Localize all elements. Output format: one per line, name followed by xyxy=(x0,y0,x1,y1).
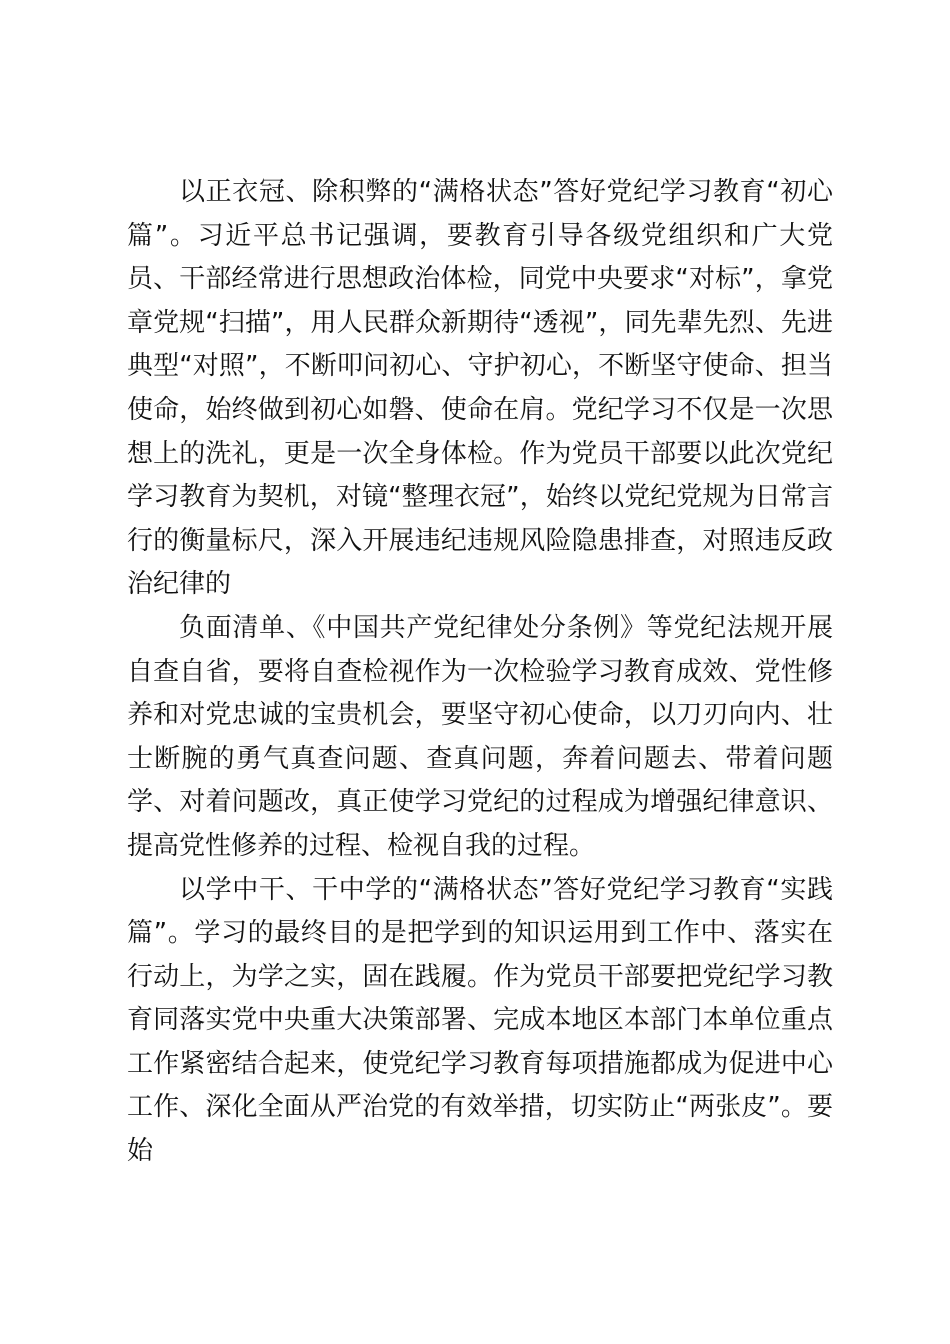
paragraph-1: 以正衣冠、除积弊的“满格状态”答好党纪学习教育“初心篇”。习近平总书记强调，要教育引导各级党组织和广大党员、干部经常进行思想政治体检，同党中央要求“对标”，拿党章党规“扫描”，用人民群众新期待“透视”，同先辈先烈、先进典型“对照”，不断叩问初心、守护初心，不断坚守使命、担当使命，始终做到初心如磐、使命在肩。党纪学习不仅是一次思想上的洗礼，更是一次全身体检。作为党员干部要以此次党纪学习教育为契机，对镜“整理衣冠”，始终以党纪党规为日常言行的衡量标尺，深入开展违纪违规风险隐患排查，对照违反政治纪律的 xyxy=(127,177,833,600)
paragraph-2: 负面清单、《中国共产党纪律处分条例》等党纪法规开展自查自省，要将自查检视作为一次检验学习教育成效、党性修养和对党忠诚的宝贵机会，要坚守初心使命，以刀刃向内、壮士断腕的勇气真查问题、查真问题，奔着问题去、带着问题学、对着问题改，真正使学习党纪的过程成为增强纪律意识、提高党性修养的过程、检视自我的过程。 xyxy=(127,612,833,861)
document-body xyxy=(127,171,833,1174)
paragraph-3: 以学中干、干中学的“满格状态”答好党纪学习教育“实践篇”。学习的最终目的是把学到的知识运用到工作中、落实在行动上，为学之实，固在践履。作为党员干部要把党纪学习教育同落实党中央重大决策部署、完成本地区本部门本单位重点工作紧密结合起来，使党纪学习教育每项措施都成为促进中心工作、深化全面从严治党的有效举措，切实防止“两张皮”。要始 xyxy=(127,874,833,1167)
